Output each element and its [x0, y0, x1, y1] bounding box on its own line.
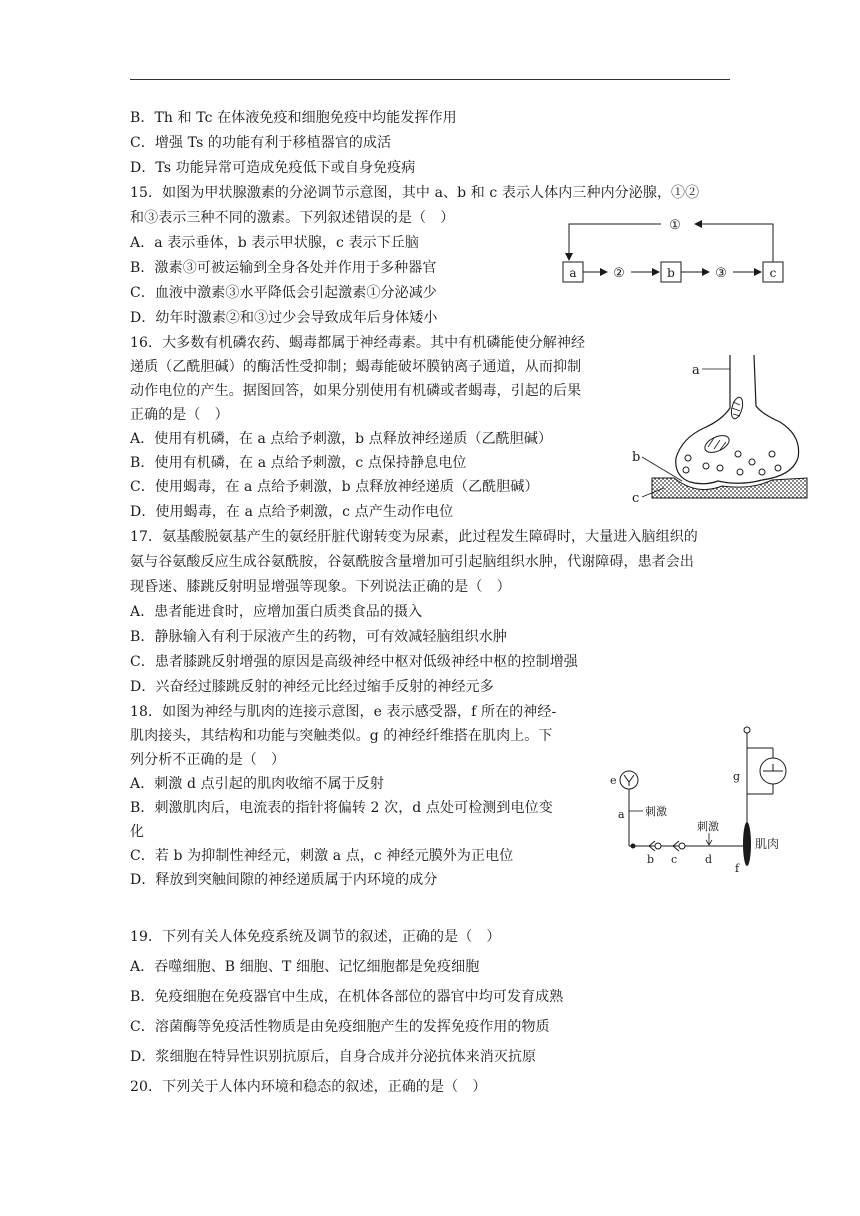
hormone-2-label: ②: [613, 266, 625, 281]
vesicle: [735, 451, 741, 457]
option-19b: B．免疫细胞在免疫器官中生成，在机体各部位的器官中均可发育成熟: [130, 989, 564, 1005]
option-18d: D．释放到突触间隙的神经递质属于内环境的成分: [130, 872, 438, 888]
option-18c: C．若 b 为抑制性神经元，刺激 a 点，c 神经元膜外为正电位: [130, 848, 514, 864]
option-16b: B．使用有机磷，在 a 点给予刺激，c 点保持静息电位: [130, 455, 467, 471]
label-b: b: [647, 853, 655, 866]
question-19-stem: 19．下列有关人体免疫系统及调节的叙述，正确的是（ ）: [130, 929, 501, 945]
text-line: 动作电位的产生。据图回答，如果分别使用有机磷或者蝎毒，引起的后果: [130, 383, 582, 399]
label-c: c: [632, 491, 640, 506]
label-g: g: [733, 770, 741, 783]
gland-b-label: b: [667, 266, 675, 280]
vesicle: [769, 451, 775, 457]
vesicle: [683, 467, 689, 473]
stimulus-a-label: 刺激: [645, 805, 667, 818]
option-17b: B．静脉输入有利于尿液产生的药物，可有效减轻脑组织水肿: [130, 629, 507, 645]
nerve-muscle-diagram: [605, 720, 805, 875]
option-17a: A．患者能进食时，应增加蛋白质类食品的摄入: [130, 604, 423, 620]
label-c: c: [671, 853, 678, 866]
text-line: 氨与谷氨酸反应生成谷氨酰胺，谷氨酰胺含量增加可引起脑组织水肿，代谢障碍，患者会出: [130, 554, 694, 570]
gland-c-label: c: [769, 266, 777, 280]
receptor-e: [620, 771, 638, 789]
vesicle: [749, 459, 755, 465]
gland-a-label: a: [569, 266, 577, 280]
option-17d: D．兴奋经过膝跳反射的神经元比经过缩手反射的神经元多: [130, 679, 494, 695]
option-18a: A．刺激 d 点引起的肌肉收缩不属于反射: [130, 776, 384, 792]
vesicle: [703, 463, 709, 469]
vesicle: [737, 469, 743, 475]
question-16-stem: 16．大多数有机磷农药、蝎毒都属于神经毒素。其中有机磷能使分解神经: [130, 335, 586, 351]
vesicle: [717, 465, 723, 471]
label-d: d: [705, 853, 713, 866]
option-19d: D．浆细胞在特异性识别抗原后，自身合成并分泌抗体来消灭抗原: [130, 1049, 537, 1065]
question-15-stem: 15．如图为甲状腺激素的分泌调节示意图，其中 a、b 和 c 表示人体内三种内分泌腺，①②: [130, 185, 700, 201]
option-15b: B．激素③可被运输到全身各处并作用于多种器官: [130, 260, 437, 276]
header-rule: [130, 79, 730, 80]
option-16c: C．使用蝎毒，在 a 点给予刺激，b 点释放神经递质（乙酰胆碱）: [130, 479, 539, 495]
text-line: 化: [130, 824, 145, 840]
muscle: [743, 822, 751, 866]
question-17-stem: 17．氨基酸脱氨基产生的氨经肝脏代谢转变为尿素，此过程发生障碍时，大量进入脑组织的: [130, 529, 698, 545]
hormone-3-label: ③: [715, 266, 727, 281]
text-line: 列分析不正确的是（ ）: [130, 752, 286, 768]
option-18b: B．刺激肌肉后，电流表的指针将偏转 2 次，d 点处可检测到电位变: [130, 800, 553, 816]
question-20-stem: 20．下列关于人体内环境和稳态的叙述，正确的是（ ）: [130, 1079, 487, 1095]
synapse-diagram: [622, 350, 814, 508]
text-line: 正确的是（ ）: [130, 407, 229, 423]
option-15c: C．血液中激素③水平降低会引起激素①分泌减少: [130, 285, 437, 301]
option-17c: C．患者膝跳反射增强的原因是高级神经中枢对低级神经中枢的控制增强: [130, 654, 578, 670]
text-line: D．Ts 功能异常可造成免疫低下或自身免疫病: [130, 160, 416, 176]
label-e: e: [610, 774, 617, 787]
vesicle: [775, 465, 781, 471]
stimulus-d-label: 刺激: [697, 820, 719, 833]
option-16a: A．使用有机磷，在 a 点给予刺激，b 点释放神经递质（乙酰胆碱）: [130, 431, 553, 447]
vesicle: [685, 455, 691, 461]
label-a: a: [692, 363, 700, 378]
option-16d: D．使用蝎毒，在 a 点给予刺激，c 点产生动作电位: [130, 504, 454, 520]
text-line: 递质（乙酰胆碱）的酶活性受抑制；蝎毒能破坏膜钠离子通道，从而抑制: [130, 359, 582, 375]
text-line: B．Th 和 Tc 在体液免疫和细胞免疫中均能发挥作用: [130, 110, 457, 126]
thyroid-regulation-diagram: [555, 210, 790, 290]
option-15d: D．幼年时激素②和③过少会导致成年后身体矮小: [130, 310, 438, 326]
option-19a: A．吞噬细胞、B 细胞、T 细胞、记忆细胞都是免疫细胞: [130, 959, 480, 975]
option-19c: C．溶菌酶等免疫活性物质是由免疫细胞产生的发挥免疫作用的物质: [130, 1019, 550, 1035]
question-18-stem: 18．如图为神经与肌肉的连接示意图，e 表示感受器，f 所在的神经-: [130, 704, 557, 720]
text-line: C．增强 Ts 的功能有利于移植器官的成活: [130, 135, 392, 151]
hormone-1-label: ①: [669, 218, 681, 233]
label-f: f: [735, 862, 740, 875]
vesicle: [759, 469, 765, 475]
option-15a: A．a 表示垂体，b 表示甲状腺，c 表示下丘脑: [130, 235, 420, 251]
muscle-label: 肌肉: [755, 837, 780, 851]
text-line: 和③表示三种不同的激素。下列叙述错误的是（ ）: [130, 210, 455, 226]
label-a: a: [618, 808, 625, 821]
text-line: 现昏迷、膝跳反射明显增强等现象。下列说法正确的是（ ）: [130, 579, 511, 595]
text-line: 肌肉接头，其结构和功能与突触类似。g 的神经纤维搭在肌肉上。下: [130, 728, 553, 744]
label-b: b: [632, 450, 641, 465]
